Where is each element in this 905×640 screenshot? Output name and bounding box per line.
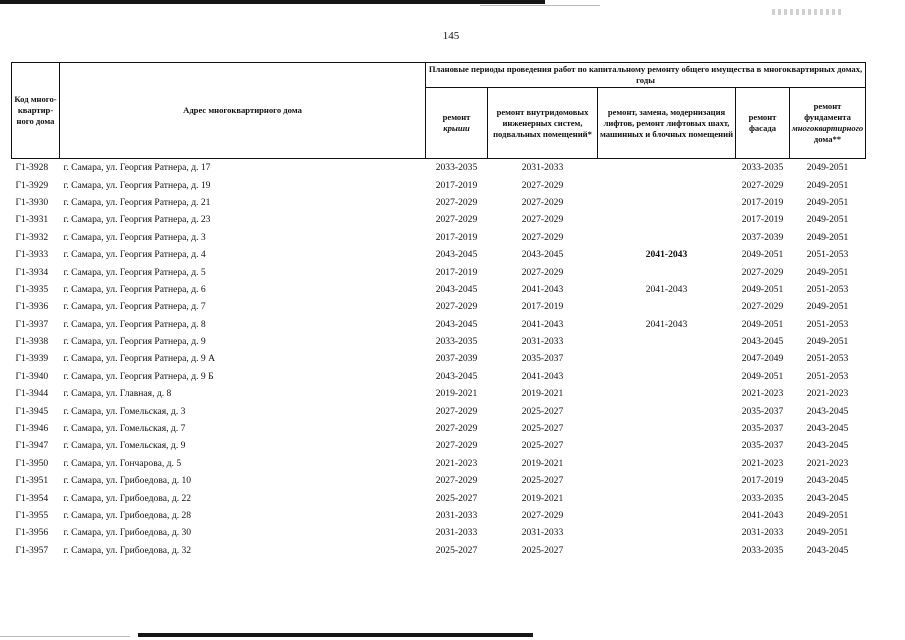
cell-roof: 2027-2029 — [435, 440, 478, 452]
header-foundation-line2: многоквартирного — [791, 123, 864, 133]
cell-code: Г1-3939 — [15, 353, 49, 365]
header-systems: ремонт внутридомовых инженерных систем, подвальных помещений* — [488, 88, 598, 159]
table-row — [12, 281, 866, 298]
cell-facade: 2017-2019 — [741, 475, 784, 487]
cell-foundation: 2049-2051 — [806, 214, 849, 226]
header-elevators: ремонт, замена, модернизация лифтов, ремонт лифтовых шахт, машинных и блочных помещений — [598, 88, 736, 159]
cell-roof: 2027-2029 — [435, 301, 478, 313]
scan-edge-line — [480, 5, 600, 6]
table-row — [12, 159, 866, 177]
cell-foundation: 2049-2051 — [806, 231, 849, 243]
cell-systems: 2031-2033 — [521, 527, 564, 539]
cell-roof: 2043-2045 — [435, 249, 478, 261]
cell-foundation: 2049-2051 — [806, 179, 849, 191]
cell-roof: 2033-2035 — [435, 336, 478, 348]
cell-address: г. Самара, ул. Грибоедова, д. 32 — [63, 544, 192, 556]
cell-foundation: 2049-2051 — [806, 510, 849, 521]
table-row — [12, 211, 866, 228]
cell-foundation: 2043-2045 — [806, 544, 849, 556]
table-row — [12, 472, 866, 489]
cell-systems: 2025-2027 — [521, 423, 564, 435]
cell-address: г. Самара, ул. Гомельская, д. 9 — [63, 440, 186, 452]
cell-foundation: 2043-2045 — [806, 492, 849, 504]
table-row — [12, 524, 866, 541]
cell-foundation: 2051-2053 — [806, 353, 849, 365]
cell-code: Г1-3932 — [15, 231, 49, 243]
cell-roof: 2021-2023 — [435, 457, 478, 469]
cell-elevators: 2041-2043 — [645, 249, 688, 261]
table-row — [12, 350, 866, 367]
table-row — [12, 402, 866, 419]
scan-smudge — [772, 9, 842, 15]
cell-roof: 2027-2029 — [435, 214, 478, 226]
cell-address: г. Самара, ул. Грибоедова, д. 22 — [63, 492, 192, 504]
header-periods: Плановые периоды проведения работ по капитальному ремонту общего имущества в многоквартирных домах, годы — [426, 63, 866, 88]
cell-systems: 2041-2043 — [521, 318, 564, 330]
cell-code: Г1-3928 — [15, 162, 49, 174]
cell-facade: 2049-2051 — [741, 249, 784, 261]
cell-roof: 2027-2029 — [435, 475, 478, 487]
cell-address: г. Самара, ул. Георгия Ратнера, д. 4 — [63, 249, 206, 261]
cell-address: г. Самара, ул. Георгия Ратнера, д. 9 Б — [63, 370, 214, 382]
cell-address: г. Самара, ул. Главная, д. 8 — [63, 388, 172, 400]
cell-roof: 2019-2021 — [435, 388, 478, 400]
cell-facade: 2049-2051 — [741, 370, 784, 382]
header-roof-line2: крыши — [443, 123, 470, 133]
cell-systems: 2027-2029 — [521, 214, 564, 226]
cell-roof: 2043-2045 — [435, 370, 478, 382]
cell-systems: 2035-2037 — [521, 353, 564, 365]
cell-foundation: 2049-2051 — [806, 527, 849, 539]
cell-facade: 2033-2035 — [741, 544, 784, 556]
cell-elevators — [598, 385, 736, 402]
cell-facade: 2021-2023 — [741, 388, 784, 400]
cell-roof: 2031-2033 — [435, 527, 478, 539]
cell-systems: 2019-2021 — [521, 492, 564, 504]
cell-code: Г1-3933 — [15, 249, 49, 261]
table-row — [12, 542, 866, 559]
cell-address: г. Самара, ул. Георгия Ратнера, д. 23 — [63, 214, 211, 226]
cell-facade: 2027-2029 — [741, 179, 784, 191]
table-row — [12, 194, 866, 211]
table-row — [12, 489, 866, 506]
cell-code: Г1-3957 — [15, 544, 49, 556]
cell-elevators — [598, 437, 736, 454]
cell-address: г. Самара, ул. Грибоедова, д. 10 — [63, 475, 192, 487]
cell-systems: 2027-2029 — [521, 179, 564, 191]
cell-facade: 2021-2023 — [741, 457, 784, 469]
cell-code: Г1-3951 — [15, 475, 49, 487]
cell-systems: 2041-2043 — [521, 370, 564, 382]
cell-code: Г1-3937 — [15, 318, 49, 330]
header-address: Адрес многоквартирного дома — [60, 63, 426, 159]
cell-facade: 2033-2035 — [741, 492, 784, 504]
cell-roof: 2043-2045 — [435, 283, 478, 295]
cell-foundation: 2051-2053 — [806, 318, 849, 330]
cell-address: г. Самара, ул. Грибоедова, д. 28 — [63, 510, 192, 521]
cell-address: г. Самара, ул. Георгия Ратнера, д. 3 — [63, 231, 206, 243]
cell-foundation: 2051-2053 — [806, 249, 849, 261]
cell-facade: 2047-2049 — [741, 353, 784, 365]
table-row — [12, 316, 866, 333]
cell-elevators — [598, 524, 736, 541]
cell-elevators — [598, 368, 736, 385]
cell-foundation: 2043-2045 — [806, 405, 849, 417]
cell-elevators — [598, 176, 736, 193]
cell-foundation: 2043-2045 — [806, 423, 849, 435]
cell-systems: 2027-2029 — [521, 196, 564, 208]
cell-elevators — [598, 211, 736, 228]
scan-edge-line-bottom — [0, 636, 130, 637]
cell-address: г. Самара, ул. Георгия Ратнера, д. 6 — [63, 283, 206, 295]
cell-elevators — [598, 455, 736, 472]
cell-elevators — [598, 229, 736, 246]
cell-foundation: 2049-2051 — [806, 336, 849, 348]
cell-code: Г1-3945 — [15, 405, 49, 417]
cell-code: Г1-3950 — [15, 457, 49, 469]
header-foundation-line1: ремонт фундамента — [804, 101, 851, 122]
cell-systems: 2027-2029 — [521, 266, 564, 278]
table-header-row — [12, 63, 866, 88]
cell-systems: 2017-2019 — [521, 301, 564, 313]
cell-systems: 2031-2033 — [521, 336, 564, 348]
table-row — [12, 176, 866, 193]
cell-code: Г1-3954 — [15, 492, 49, 504]
cell-roof: 2031-2033 — [435, 510, 478, 521]
header-foundation — [790, 88, 866, 159]
cell-systems: 2019-2021 — [521, 457, 564, 469]
cell-elevators — [598, 420, 736, 437]
cell-systems: 2025-2027 — [521, 440, 564, 452]
cell-systems: 2041-2043 — [521, 283, 564, 295]
table-row — [12, 455, 866, 472]
cell-roof: 2027-2029 — [435, 196, 478, 208]
cell-elevators: 2041-2043 — [645, 283, 688, 295]
cell-foundation: 2043-2045 — [806, 475, 849, 487]
cell-facade: 2035-2037 — [741, 440, 784, 452]
cell-systems: 2043-2045 — [521, 249, 564, 261]
header-foundation-line3: дома** — [813, 134, 842, 144]
scan-edge-top — [0, 0, 545, 4]
cell-elevators — [598, 507, 736, 524]
cell-systems: 2025-2027 — [521, 475, 564, 487]
cell-elevators: 2041-2043 — [645, 318, 688, 330]
cell-foundation: 2051-2053 — [806, 370, 849, 382]
table-row — [12, 333, 866, 350]
cell-elevators — [598, 402, 736, 419]
cell-code: Г1-3929 — [15, 179, 49, 191]
cell-address: г. Самара, ул. Георгия Ратнера, д. 17 — [63, 162, 211, 174]
cell-roof: 2017-2019 — [435, 231, 478, 243]
cell-address: г. Самара, ул. Гончарова, д. 5 — [63, 457, 182, 469]
cell-roof: 2025-2027 — [435, 492, 478, 504]
table-row — [12, 263, 866, 280]
cell-code: Г1-3955 — [15, 510, 49, 521]
cell-roof: 2043-2045 — [435, 318, 478, 330]
cell-elevators — [598, 489, 736, 506]
cell-foundation: 2049-2051 — [806, 301, 849, 313]
table-row — [12, 420, 866, 437]
cell-code: Г1-3935 — [15, 283, 49, 295]
cell-foundation: 2051-2053 — [806, 283, 849, 295]
header-roof — [426, 88, 488, 159]
cell-facade: 2049-2051 — [741, 283, 784, 295]
cell-address: г. Самара, ул. Гомельская, д. 3 — [63, 405, 186, 417]
cell-facade: 2031-2033 — [741, 527, 784, 539]
cell-foundation: 2049-2051 — [806, 162, 849, 174]
cell-code: Г1-3931 — [15, 214, 49, 226]
cell-code: Г1-3934 — [15, 266, 49, 278]
cell-code: Г1-3940 — [15, 370, 49, 382]
cell-roof: 2033-2035 — [435, 162, 478, 174]
table-row — [12, 437, 866, 454]
cell-elevators — [598, 333, 736, 350]
cell-roof: 2025-2027 — [435, 544, 478, 556]
cell-code: Г1-3947 — [15, 440, 49, 452]
cell-address: г. Самара, ул. Георгия Ратнера, д. 21 — [63, 196, 211, 208]
repair-schedule-table — [11, 62, 866, 559]
cell-address: г. Самара, ул. Георгия Ратнера, д. 5 — [63, 266, 206, 278]
cell-foundation: 2021-2023 — [806, 457, 849, 469]
cell-systems: 2031-2033 — [521, 162, 564, 174]
cell-systems: 2027-2029 — [521, 231, 564, 243]
table-row — [12, 229, 866, 246]
cell-roof: 2017-2019 — [435, 179, 478, 191]
cell-address: г. Самара, ул. Георгия Ратнера, д. 7 — [63, 301, 206, 313]
cell-address: г. Самара, ул. Георгия Ратнера, д. 9 А — [63, 353, 216, 365]
cell-roof: 2037-2039 — [435, 353, 478, 365]
page-number: 145 — [442, 30, 460, 42]
cell-code: Г1-3956 — [15, 527, 49, 539]
cell-code: Г1-3936 — [15, 301, 49, 313]
scan-edge-bottom — [138, 633, 533, 637]
cell-systems: 2025-2027 — [521, 405, 564, 417]
table-row — [12, 385, 866, 402]
cell-code: Г1-3946 — [15, 423, 49, 435]
cell-elevators — [598, 542, 736, 559]
cell-elevators — [598, 350, 736, 367]
cell-code: Г1-3938 — [15, 336, 49, 348]
cell-facade: 2017-2019 — [741, 196, 784, 208]
cell-facade: 2037-2039 — [741, 231, 784, 243]
cell-facade: 2033-2035 — [741, 162, 784, 174]
table-row — [12, 507, 866, 524]
cell-address: г. Самара, ул. Гомельская, д. 7 — [63, 423, 186, 435]
cell-code: Г1-3944 — [15, 388, 49, 400]
cell-address: г. Самара, ул. Георгия Ратнера, д. 19 — [63, 179, 211, 191]
cell-elevators — [598, 472, 736, 489]
cell-roof: 2017-2019 — [435, 266, 478, 278]
cell-foundation: 2049-2051 — [806, 196, 849, 208]
cell-facade: 2043-2045 — [741, 336, 784, 348]
cell-facade: 2027-2029 — [741, 266, 784, 278]
cell-facade: 2035-2037 — [741, 405, 784, 417]
table-row — [12, 246, 866, 263]
cell-facade: 2035-2037 — [741, 423, 784, 435]
cell-facade: 2017-2019 — [741, 214, 784, 226]
cell-elevators — [598, 159, 736, 177]
cell-systems: 2019-2021 — [521, 388, 564, 400]
cell-foundation: 2043-2045 — [806, 440, 849, 452]
cell-foundation: 2049-2051 — [806, 266, 849, 278]
cell-address: г. Самара, ул. Грибоедова, д. 30 — [63, 527, 192, 539]
table-row — [12, 298, 866, 315]
cell-address: г. Самара, ул. Георгия Ратнера, д. 8 — [63, 318, 206, 330]
cell-elevators — [598, 298, 736, 315]
header-facade: ремонт фасада — [736, 88, 790, 159]
cell-systems: 2027-2029 — [521, 510, 564, 521]
table-body — [12, 159, 866, 559]
cell-facade: 2049-2051 — [741, 318, 784, 330]
cell-code: Г1-3930 — [15, 196, 49, 208]
cell-address: г. Самара, ул. Георгия Ратнера, д. 9 — [63, 336, 206, 348]
header-code: Код много-квартир-ного дома — [12, 63, 60, 159]
cell-facade: 2027-2029 — [741, 301, 784, 313]
table-row — [12, 368, 866, 385]
cell-roof: 2027-2029 — [435, 423, 478, 435]
cell-elevators — [598, 263, 736, 280]
cell-facade: 2041-2043 — [741, 510, 784, 521]
cell-roof: 2027-2029 — [435, 405, 478, 417]
cell-systems: 2025-2027 — [521, 544, 564, 556]
cell-elevators — [598, 194, 736, 211]
header-roof-line1: ремонт — [442, 112, 471, 122]
cell-foundation: 2021-2023 — [806, 388, 849, 400]
